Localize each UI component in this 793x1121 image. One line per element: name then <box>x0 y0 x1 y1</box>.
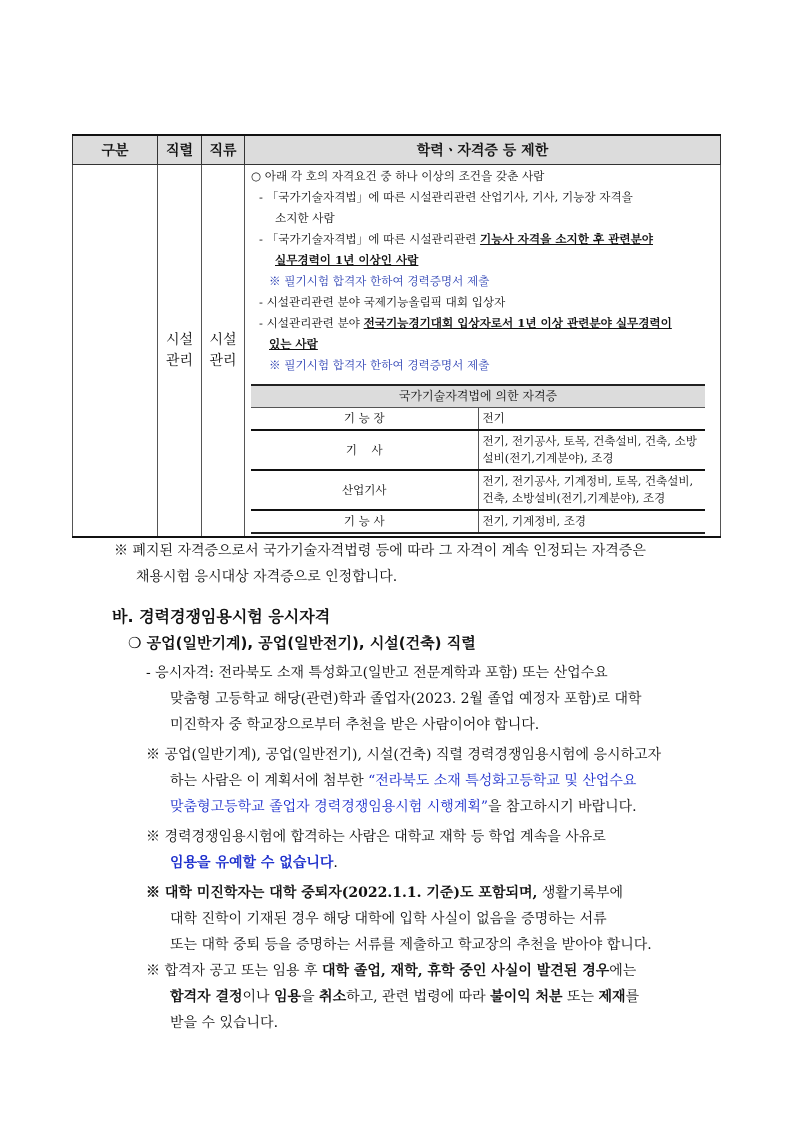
note-cancel-emph-3: 임용 <box>274 989 302 1005</box>
cert-table-title: 국가기술자격법에 의한 자격증 <box>251 385 705 408</box>
table-row <box>251 430 705 470</box>
note-dropout-emph: ※ 대학 미진학자는 대학 중퇴자(2022.1.1. 기준)도 포함되며, <box>146 885 538 901</box>
note-dropout-line-2: 대학 진학이 기재된 경우 해당 대학에 입학 사실이 없음을 증명하는 서류 <box>170 911 607 927</box>
eligibility-line-3: 미진학자 중 학교장으로부터 추천을 받은 사람이어야 합니다. <box>170 717 540 733</box>
note-cancel-line-1 <box>146 958 724 984</box>
cell-category <box>73 165 158 538</box>
job-class-line-1: 시설 <box>209 331 237 348</box>
req-note-2: ※ 필기시험 합격자 한하여 경력증명서 제출 <box>269 358 490 372</box>
note-plan-line-2 <box>146 768 724 794</box>
note-deferral-line-1: ※ 경력경쟁임용시험에 합격하는 사람은 대학교 재학 등 학업 계속을 사유로 <box>146 829 606 845</box>
qualification-table <box>72 134 721 538</box>
cell-series <box>158 165 202 538</box>
abolished-cert-note <box>114 538 724 590</box>
eligibility-line-1: - 응시자격: 전라북도 소재 특성화고(일반고 전문계학과 포함) 또는 산업수요 <box>146 665 608 681</box>
req-item-1-cont: 소지한 사람 <box>275 211 335 225</box>
note-cancel-text-7: 를 <box>625 989 640 1005</box>
restrictions-text <box>245 165 720 534</box>
req-item-2-text: - 「국가기술자격법」에 따른 시설관리관련 <box>259 232 481 246</box>
note-plan-text-end: 을 참고하시기 바랍니다. <box>488 799 637 815</box>
cert-items: 전기, 전기공사, 기계정비, 토목, 건축설비, 건축, 소방설비(전기,기계분야), 조경 <box>478 470 705 510</box>
note-cancel-text-5: 하고, 관련 법령에 따라 <box>346 989 491 1005</box>
eligibility-line-2: 맞춤형 고등학교 해당(관련)학과 졸업자(2023. 2월 졸업 예정자 포함)로 대학 <box>170 691 642 707</box>
note-cancel-text-4: 을 <box>301 989 320 1005</box>
note-plan-line-1: ※ 공업(일반기계), 공업(일반전기), 시설(건축) 직렬 경력경쟁임용시험에 응시하고자 <box>146 747 662 763</box>
header-series: 직렬 <box>158 135 202 165</box>
req-item-4 <box>251 313 720 334</box>
cert-items: 전기, 기계정비, 조경 <box>478 510 705 533</box>
table-row <box>251 408 705 431</box>
note-plan-line-3 <box>146 794 724 820</box>
cert-items: 전기, 전기공사, 토목, 건축설비, 건축, 소방설비(전기,기계분야), 조경 <box>478 430 705 470</box>
note-deferral-line-2 <box>146 850 724 876</box>
note-cancel-emph-6: 제재 <box>598 989 626 1005</box>
note-cancel-emph-5: 불이익 처분 <box>490 989 563 1005</box>
note-dropout-line-3: 또는 대학 중퇴 등을 증명하는 서류를 제출하고 학교장의 추천을 받아야 합니다. <box>170 937 652 953</box>
cert-table-header <box>251 385 705 408</box>
abolished-cert-note-line-2: 채용시험 응시대상 자격증으로 인정합니다. <box>136 569 398 585</box>
cert-grade: 기 사 <box>251 430 478 470</box>
req-item-2-emph: 기능사 자격을 소지한 후 관련분야 <box>480 232 653 246</box>
table-row <box>251 510 705 533</box>
note-plan-title-part-1: “전라북도 소재 특성화고등학교 및 산업수요 <box>368 773 637 789</box>
note-cancel-text-6: 또는 <box>562 989 599 1005</box>
req-item-4-text: - 시설관리관련 분야 <box>259 316 364 330</box>
note-cancel-emph-2: 합격자 결정 <box>170 989 243 1005</box>
section-subheading: ❍ 공업(일반기계), 공업(일반전기), 시설(건축) 직렬 <box>128 634 476 652</box>
note-cancel-text-1: ※ 합격자 공고 또는 임용 후 <box>146 963 322 979</box>
note-plan-text: 하는 사람은 이 계획서에 첨부한 <box>170 773 369 789</box>
cert-items: 전기 <box>478 408 705 431</box>
note-deferral-emph: 임용을 유예할 수 없습니다 <box>170 855 334 871</box>
note-plan-title-part-2: 맞춤형고등학교 졸업자 경력경쟁임용시험 시행계획” <box>170 799 489 815</box>
abolished-cert-note-line-1: ※ 폐지된 자격증으로서 국가기술자격법령 등에 따라 그 자격이 계속 인정되는 자격증은 <box>114 543 646 559</box>
note-cancel-emph-4: 취소 <box>319 989 347 1005</box>
note-cancel-line-2 <box>146 984 724 1010</box>
section-body <box>146 660 724 1036</box>
note-cancel-emph-1: 대학 졸업, 재학, 휴학 중인 사실이 발견된 경우 <box>321 963 610 979</box>
cert-grade: 기 능 사 <box>251 510 478 533</box>
series-line-2: 관리 <box>165 352 194 369</box>
cell-restrictions <box>245 165 721 538</box>
note-dropout-text: 생활기록부에 <box>537 885 623 901</box>
note-cancel-text-3: 이나 <box>242 989 274 1005</box>
section-heading: 바. 경력경쟁임용시험 응시자격 <box>112 607 331 626</box>
series-line-1: 시설 <box>165 331 194 348</box>
cell-job-class <box>202 165 245 538</box>
header-restrictions: 학력ㆍ자격증 등 제한 <box>245 135 721 165</box>
note-cancel-text-2: 에는 <box>609 963 637 979</box>
cert-grade: 기 능 장 <box>251 408 478 431</box>
note-dropout-line-1 <box>146 880 724 906</box>
cert-table <box>251 384 705 534</box>
req-item-4-emph: 전국기능경기대회 입상자로서 1년 이상 관련분야 실무경력이 <box>363 316 672 330</box>
note-deferral-period: . <box>333 855 338 871</box>
job-class-line-2: 관리 <box>209 352 237 369</box>
table-row <box>73 165 721 538</box>
req-item-3: - 시설관리관련 분야 국제기능올림픽 대회 입상자 <box>259 295 506 309</box>
table-header-row <box>73 135 721 165</box>
req-note-1: ※ 필기시험 합격자 한하여 경력증명서 제출 <box>269 274 490 288</box>
header-job-class: 직류 <box>202 135 245 165</box>
req-item-2 <box>251 229 720 250</box>
req-intro: ○ 아래 각 호의 자격요건 중 하나 이상의 조건을 갖춘 사람 <box>251 169 545 183</box>
req-item-2-cont: 실무경력이 1년 이상인 사람 <box>275 253 419 267</box>
req-item-1: - 「국가기술자격법」에 따른 시설관리관련 산업기사, 기사, 기능장 자격을 <box>259 190 633 204</box>
header-category: 구분 <box>73 135 158 165</box>
req-item-4-cont: 있는 사람 <box>269 337 318 351</box>
cert-grade: 산업기사 <box>251 470 478 510</box>
table-row <box>251 470 705 510</box>
note-cancel-line-3: 받을 수 있습니다. <box>170 1015 279 1031</box>
